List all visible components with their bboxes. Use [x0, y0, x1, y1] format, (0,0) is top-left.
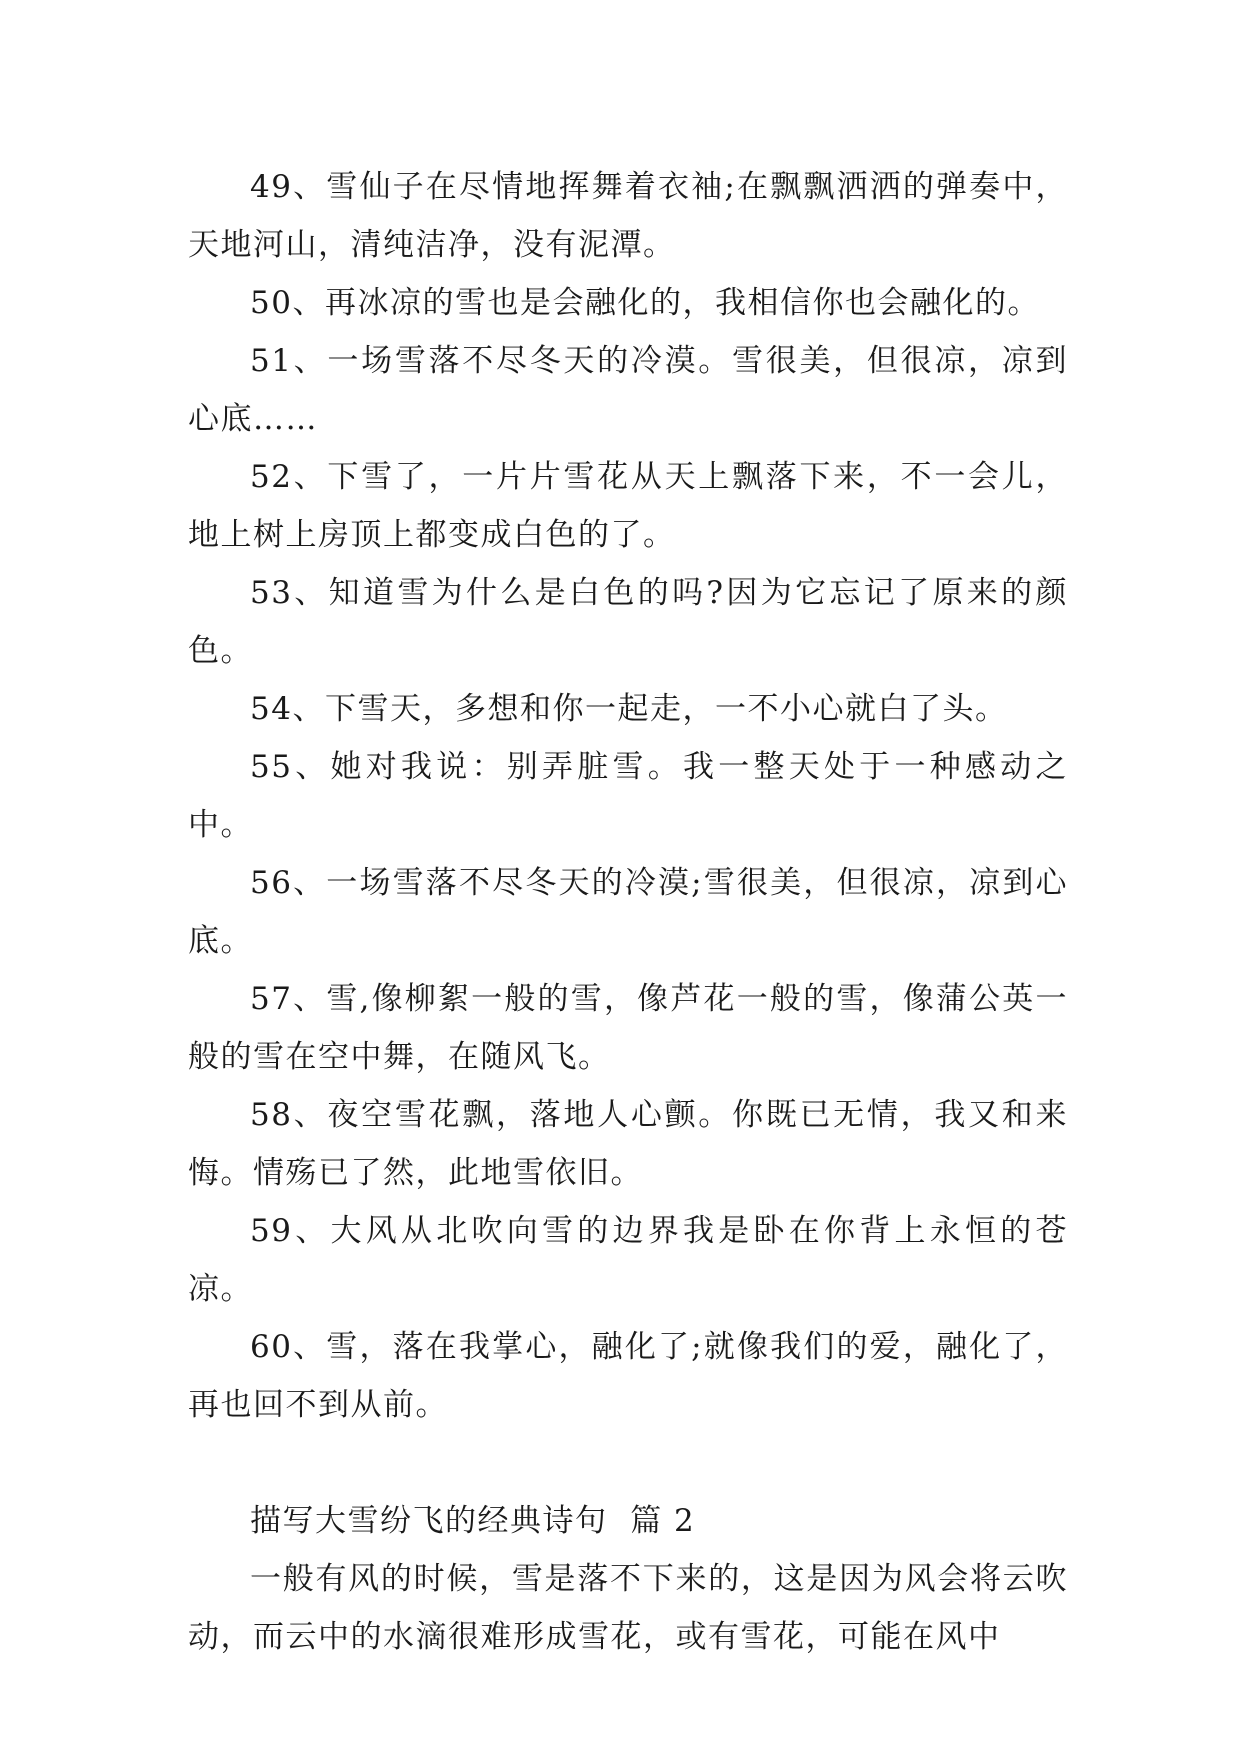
paragraph-49: 49、雪仙子在尽情地挥舞着衣袖;在飘飘洒洒的弹奏中，天地河山，清纯洁净，没有泥潭。 — [188, 169, 1068, 263]
paragraph-58: 58、夜空雪花飘，落地人心颤。你既已无情，我又和来悔。情殇已了然，此地雪依旧。 — [188, 1097, 1068, 1191]
paragraph-53: 53、知道雪为什么是白色的吗?因为它忘记了原来的颜色。 — [188, 575, 1068, 669]
paragraph-52: 52、下雪了，一片片雪花从天上飘落下来，不一会儿，地上树上房顶上都变成白色的了。 — [188, 459, 1068, 553]
paragraph-51: 51、一场雪落不尽冬天的冷漠。雪很美，但很凉，凉到心底…… — [188, 343, 1068, 437]
paragraph-60: 60、雪，落在我掌心，融化了;就像我们的爱，融化了，再也回不到从前。 — [188, 1329, 1068, 1423]
paragraph-section2-intro: 一般有风的时候，雪是落不下来的，这是因为风会将云吹动，而云中的水滴很难形成雪花，或有雪花，可能在风中 — [188, 1561, 1068, 1655]
paragraph-57: 57、雪,像柳絮一般的雪，像芦花一般的雪，像蒲公英一般的雪在空中舞，在随风飞。 — [188, 981, 1068, 1075]
paragraph-54: 54、下雪天，多想和你一起走，一不小心就白了头。 — [250, 691, 1008, 727]
paragraph-56: 56、一场雪落不尽冬天的冷漠;雪很美，但很凉，凉到心底。 — [188, 865, 1068, 959]
paragraph-55: 55、她对我说：别弄脏雪。我一整天处于一种感动之中。 — [188, 749, 1068, 843]
paragraph-50: 50、再冰凉的雪也是会融化的，我相信你也会融化的。 — [250, 285, 1040, 321]
document-body — [188, 158, 1068, 1666]
paragraph-59: 59、大风从北吹向雪的边界我是卧在你背上永恒的苍凉。 — [188, 1213, 1068, 1307]
section-heading: 描写大雪纷飞的经典诗句 篇 2 — [250, 1503, 696, 1539]
